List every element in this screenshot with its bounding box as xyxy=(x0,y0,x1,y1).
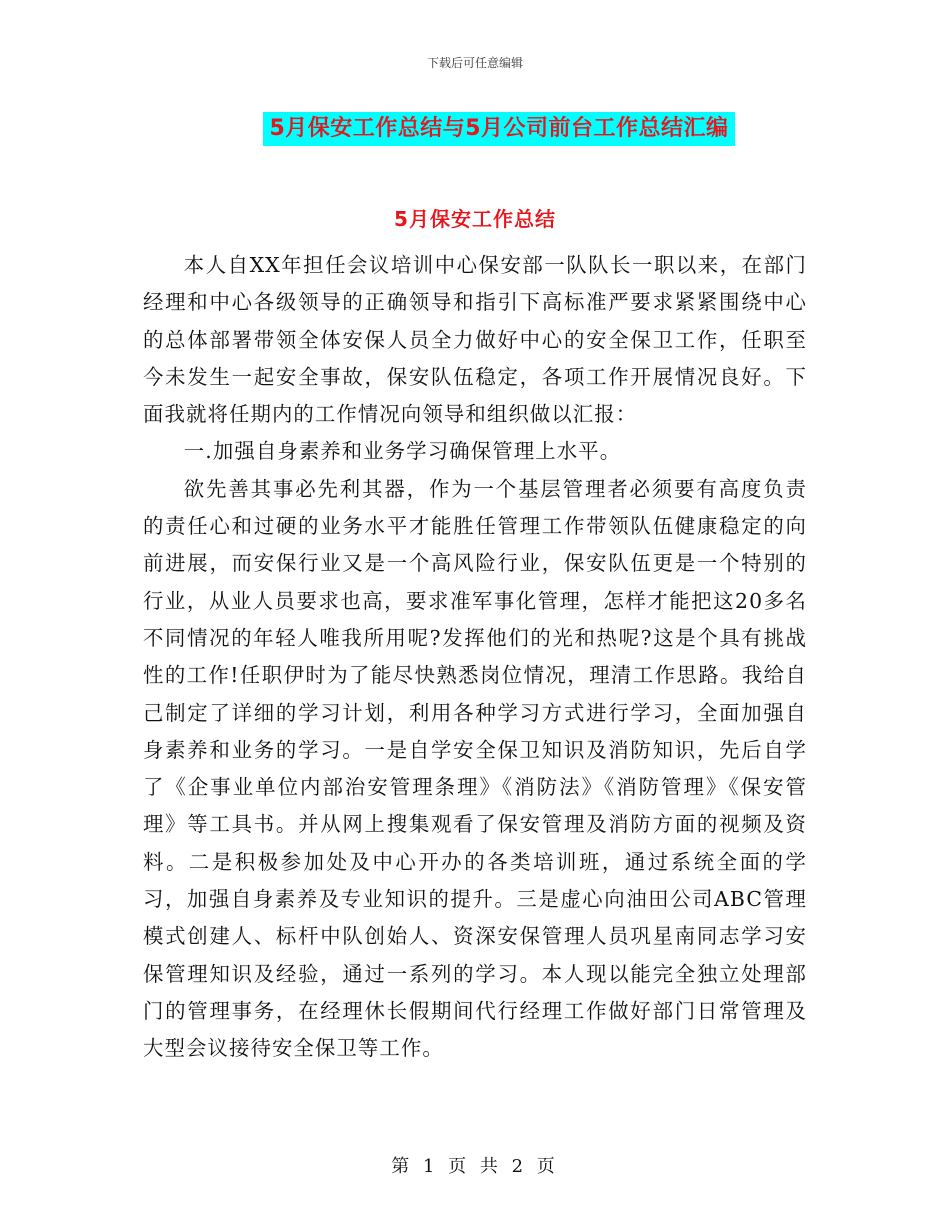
header-note: 下载后可任意编辑 xyxy=(426,56,523,70)
section-title: 5月保安工作总结 xyxy=(394,207,556,231)
paragraph-intro: 本人自XX年担任会议培训中心保安部一队队长一职以来，在部门经理和中心各级领导的正确领导和指引下高标准严要求紧紧围绕中心的总体部署带领全体安保人员全力做好中心的安全保卫工作，任职至今未发生一起安全事故，保安队伍稳定，各项工作开展情况良好。下面我就将任期内的工作情况向领导和组织做以汇报： xyxy=(143,253,807,427)
document-title: 5月保安工作总结与5月公司前台工作总结汇编 xyxy=(263,112,734,146)
document-title-container xyxy=(0,112,950,146)
page-footer: 第 1 页 共 2 页 xyxy=(391,1156,559,1177)
paragraph-heading-1: 一.加强自身素养和业务学习确保管理上水平。 xyxy=(183,439,622,464)
document-body xyxy=(143,247,807,1068)
paragraph-body-1: 欲先善其事必先利其器，作为一个基层管理者必须要有高度负责的责任心和过硬的业务水平才能胜任管理工作带领队伍健康稳定的向前进展，而安保行业又是一个高风险行业，保安队伍更是一个特别的行业，从业人员要求也高，要求准军事化管理，怎样才能把这20多名不同情况的年轻人唯我所用呢?发挥他们的光和热呢?这是个具有挑战性的工作!任职伊时为了能尽快熟悉岗位情况，理清工作思路。我给自己制定了详细的学习计划，利用各种学习方式进行学习，全面加强自身素养和业务的学习。一是自学安全保卫知识及消防知识，先后自学了《企事业单位内部治安管理条理》《消防法》《消防管理》《保安管理》等工具书。并从网上搜集观看了保安管理及消防方面的视频及资料。二是积极参加处及中心开办的各类培训班，通过系统全面的学习，加强自身素养及专业知识的提升。三是虚心向油田公司ABC管理模式创建人、标杆中队创始人、资深安保管理人员巩星南同志学习安保管理知识及经验，通过一系列的学习。本人现以能完全独立处理部门的管理事务，在经理休长假期间代行经理工作做好部门日常管理及大型会议接待安全保卫等工作。 xyxy=(143,476,807,1061)
